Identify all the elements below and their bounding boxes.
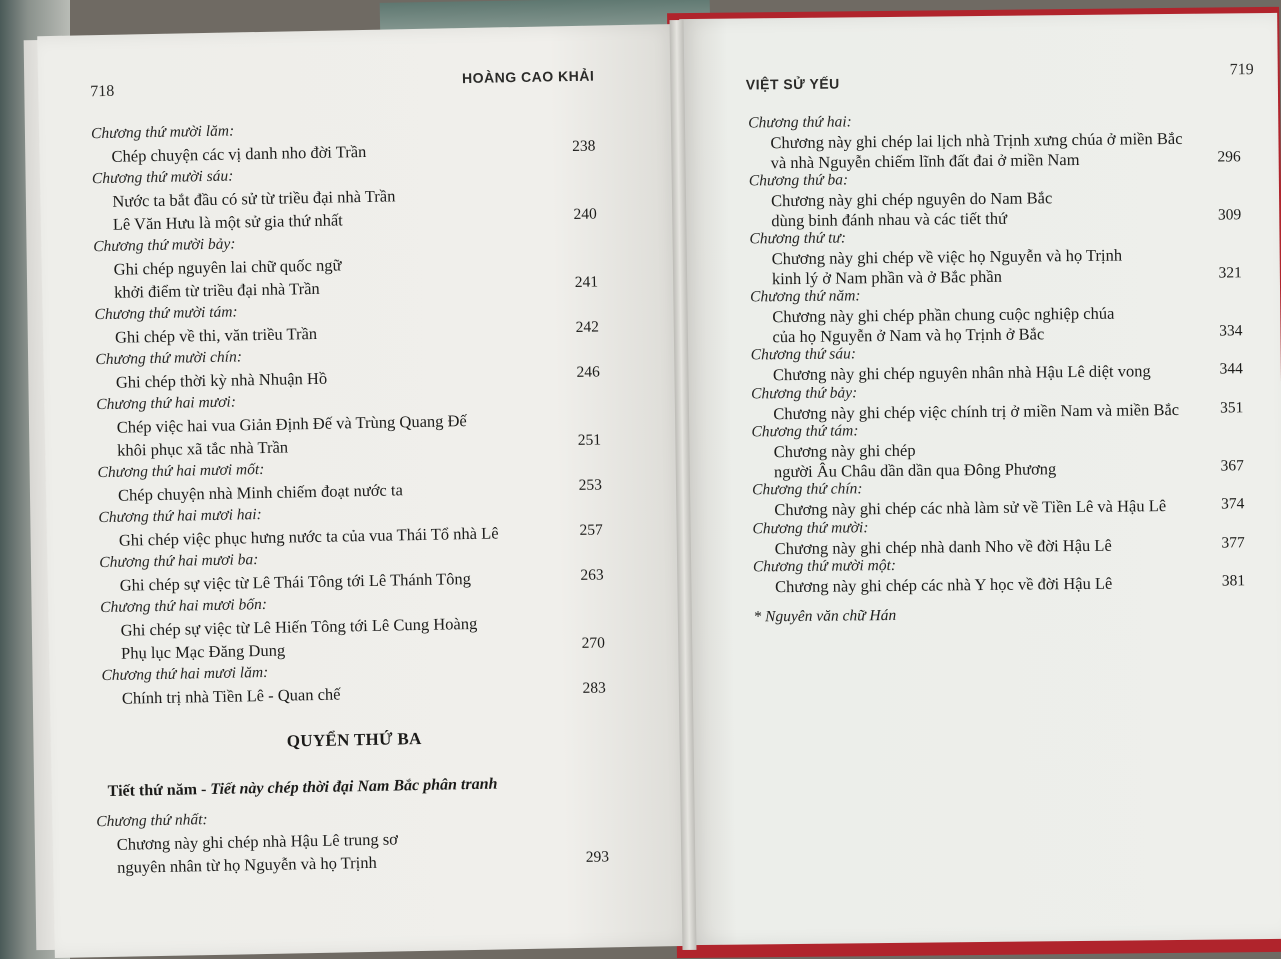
chapter-heading: Chương thứ nhất:: [96, 811, 208, 831]
chapter-title-line: nguyên nhân từ họ Nguyễn và họ Trịnh: [116, 852, 377, 877]
chapter-page-number: 253: [578, 476, 603, 494]
chapter-page-number: 242: [575, 318, 600, 336]
chapter-title-line: của họ Nguyễn ở Nam và họ Trịnh ở Bắc: [772, 323, 1045, 346]
chapter-title-line: Chương này ghi chép các nhà Y học về đời Hậu Lê: [775, 573, 1113, 597]
chapter-title-line: Chép việc hai vua Giản Định Đế và Trùng Quang Đế: [116, 411, 467, 437]
chapter-title-line: Chương này ghi chép việc chính trị ở miền Nam và miền Bắc: [773, 399, 1180, 423]
chapter-title-line: Chương này ghi chép nguyên do Nam Bắc: [770, 188, 1053, 211]
chapter-page-number: 374: [1220, 495, 1245, 513]
chapter-page-number: 238: [572, 137, 596, 155]
left-page: [37, 24, 695, 958]
chapter-heading: Chương thứ bảy:: [751, 383, 858, 402]
chapter-heading: Chương thứ tám:: [751, 422, 859, 441]
section-title: QUYỂN THỨ BA: [286, 728, 422, 751]
chapter-title-line: Chương này ghi chép về việc họ Nguyễn và họ Trịnh: [771, 245, 1123, 269]
chapter-title-line: Chương này ghi chép nhà danh Nho về đời Hậu Lê: [774, 535, 1112, 558]
chapter-title-line: Chép chuyện nhà Minh chiếm đoạt nước ta: [117, 480, 403, 505]
chapter-title-line: Chép chuyện các vị danh nho đời Trần: [111, 141, 367, 166]
chapter-title-line: Chương này ghi chép các nhà làm sử về Tiền Lê và Hậu Lê: [774, 496, 1167, 520]
footnote: * Nguyên văn chữ Hán: [753, 606, 897, 626]
chapter-page-number: 293: [585, 848, 610, 866]
chapter-page-number: 257: [579, 521, 603, 539]
chapter-title-line: Chương này ghi chép phần chung cuộc nghiệp chúa: [772, 303, 1115, 327]
page-number: 719: [1229, 61, 1254, 79]
chapter-heading: Chương thứ mười bảy:: [93, 235, 236, 256]
chapter-heading: Chương thứ hai mươi mốt:: [97, 460, 265, 482]
chapter-title-line: Ghi chép sự việc từ Lê Thái Tông tới Lê Thánh Tông: [119, 569, 472, 595]
page-number: 718: [90, 82, 115, 101]
chapter-page-number: 270: [581, 634, 606, 652]
chapter-heading: Chương thứ mười lăm:: [90, 122, 235, 143]
chapter-heading: Chương thứ mười:: [752, 518, 869, 537]
chapter-heading: Chương thứ mười một:: [752, 556, 897, 576]
chapter-heading: Chương thứ ba:: [748, 171, 849, 190]
chapter-page-number: 241: [574, 273, 599, 291]
chapter-page-number: 296: [1217, 147, 1241, 166]
chapter-title-line: và nhà Nguyễn chiếm lĩnh đất đai ở miền Nam: [770, 149, 1080, 172]
chapter-title-line: Nước ta bắt đầu có sử từ triều đại nhà Trần: [112, 186, 396, 211]
right-page: [679, 13, 1281, 945]
chapter-page-number: 367: [1220, 456, 1244, 475]
chapter-title-line: kinh lý ở Nam phần và ở Bắc phần: [771, 266, 1003, 288]
chapter-title-line: Chương này ghi chép nguyên nhân nhà Hậu Lê diệt vong: [772, 361, 1151, 385]
chapter-title-line: Chương này ghi chép lai lịch nhà Trịnh xưng chúa ở miền Bắc: [770, 128, 1183, 153]
chapter-title-line: Chương này ghi chép nhà Hậu Lê trung sơ: [116, 829, 399, 854]
chapter-title-line: Chính trị nhà Tiền Lê - Quan chế: [121, 684, 341, 708]
chapter-heading: Chương thứ hai mươi lăm:: [101, 663, 269, 685]
part-title-label: Tiết thứ năm -: [107, 781, 211, 801]
chapter-title-line: Ghi chép sự việc từ Lê Hiến Tông tới Lê Cung Hoàng: [120, 613, 478, 640]
chapter-page-number: 351: [1219, 398, 1244, 417]
chapter-title-line: Ghi chép thời kỳ nhà Nhuận Hồ: [115, 368, 328, 392]
chapter-heading: Chương thứ hai mươi hai:: [98, 506, 262, 527]
chapter-title-line: Phụ lục Mạc Đăng Dung: [120, 640, 286, 663]
chapter-title-line: Ghi chép nguyên lai chữ quốc ngữ: [113, 255, 342, 279]
chapter-heading: Chương thứ chín:: [752, 480, 863, 499]
chapter-heading: Chương thứ mười chín:: [95, 348, 243, 369]
chapter-title-line: khởi điểm từ triều đại nhà Trần: [113, 278, 320, 302]
chapter-heading: Chương thứ hai mươi bốn:: [100, 595, 268, 617]
chapter-page-number: 344: [1219, 360, 1243, 378]
chapter-heading: Chương thứ sáu:: [750, 345, 857, 364]
running-head: HOÀNG CAO KHẢI: [461, 67, 595, 87]
chapter-heading: Chương thứ hai mươi:: [96, 393, 237, 414]
chapter-heading: Chương thứ hai:: [748, 113, 852, 132]
chapter-heading: Chương thứ hai mươi ba:: [99, 551, 259, 572]
chapter-heading: Chương thứ mười tám:: [94, 303, 238, 324]
chapter-heading: Chương thứ mười sáu:: [91, 167, 234, 188]
chapter-title-line: người Âu Châu dần dần qua Đông Phương: [773, 458, 1057, 481]
chapter-title-line: Ghi chép việc phục hưng nước ta của vua Thái Tổ nhà Lê: [118, 523, 499, 550]
chapter-title-line: khôi phục xã tắc nhà Trần: [116, 437, 289, 460]
part-title-description: Tiết này chép thời đại Nam Bắc phân tranh: [210, 775, 498, 799]
running-head: VIỆT SỬ YẾU: [745, 75, 840, 93]
chapter-page-number: 251: [577, 431, 602, 449]
chapter-page-number: 377: [1221, 533, 1245, 552]
chapter-page-number: 381: [1221, 572, 1246, 590]
chapter-page-number: 240: [573, 205, 597, 223]
chapter-page-number: 321: [1218, 263, 1242, 282]
chapter-heading: Chương thứ năm:: [749, 287, 861, 306]
chapter-page-number: 334: [1219, 321, 1243, 340]
chapter-page-number: 246: [576, 363, 600, 381]
chapter-page-number: 283: [582, 679, 606, 697]
chapter-page-number: 309: [1217, 205, 1242, 224]
chapter-heading: Chương thứ tư:: [749, 229, 847, 248]
chapter-title-line: Ghi chép về thi, văn triều Trần: [114, 323, 318, 347]
chapter-title-line: dùng binh đánh nhau và các tiết thứ: [771, 208, 1008, 230]
part-title: [108, 776, 498, 801]
chapter-title-line: Chương này ghi chép: [773, 440, 916, 462]
chapter-title-line: Lê Văn Hưu là một sử gia thứ nhất: [112, 210, 343, 234]
chapter-page-number: 263: [580, 566, 604, 584]
